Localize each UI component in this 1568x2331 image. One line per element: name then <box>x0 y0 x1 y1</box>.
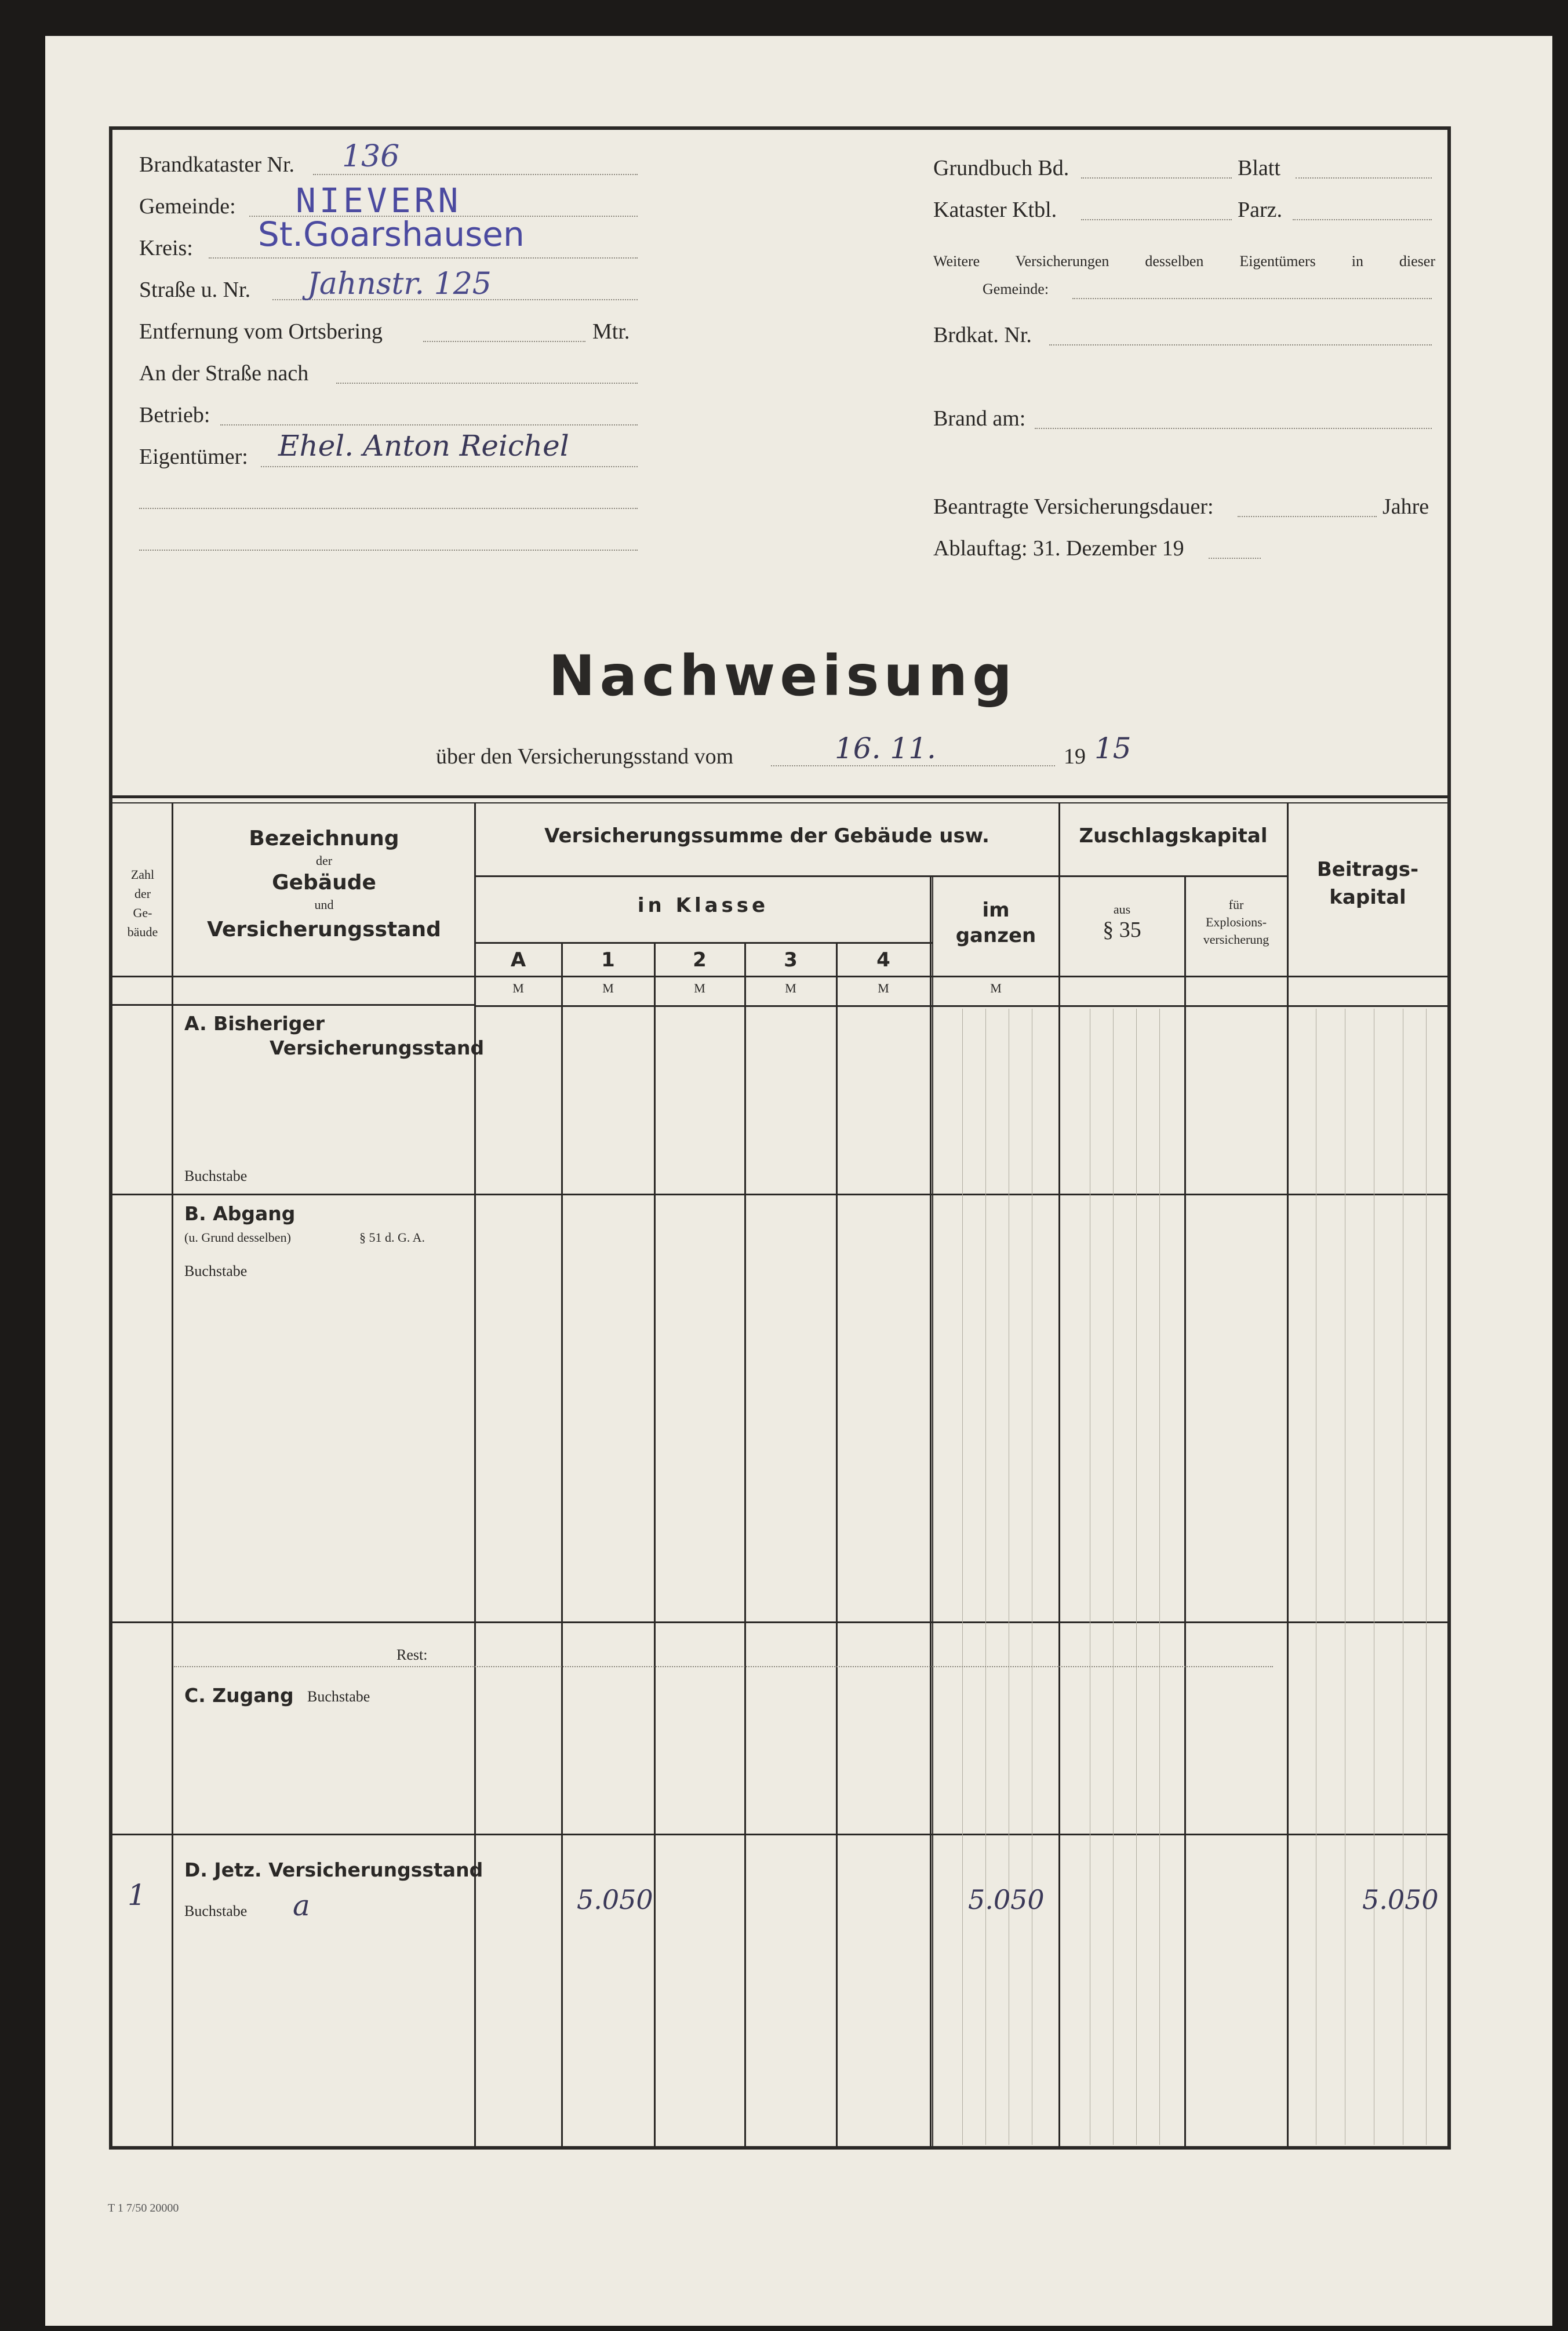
section-c-rest: Rest: <box>396 1646 428 1663</box>
footer-code: T 1 7/50 20000 <box>108 2202 179 2214</box>
entfernung-line <box>423 341 585 342</box>
grundbuch-line <box>1081 177 1232 179</box>
rule-sub <box>962 1009 963 2145</box>
section-d-klasse1-value: 5.050 <box>577 1884 653 1915</box>
unit-ganzen: M <box>990 981 1002 995</box>
section-b-note2: § 51 d. G. A. <box>359 1230 425 1245</box>
section-b-note1: (u. Grund desselben) <box>184 1230 291 1245</box>
ablauftag-label: Ablauftag: 31. Dezember 19 <box>933 536 1184 561</box>
header-line-klassen <box>475 942 933 944</box>
betrieb-line <box>220 424 638 426</box>
brandkataster-value: 136 <box>342 139 400 174</box>
section-a-title1: A. Bisheriger <box>184 1012 325 1035</box>
header-line-1 <box>475 875 1287 877</box>
vline-ganzen <box>1058 802 1060 2146</box>
unit-4: M <box>878 981 889 995</box>
klasse-2: 2 <box>693 948 707 972</box>
unit-a: M <box>512 981 524 995</box>
header-bottom-line-left <box>112 1004 475 1006</box>
section-a-buchstabe: Buchstabe <box>184 1168 248 1184</box>
section-d-buchstabe-value: a <box>293 1889 310 1922</box>
section-d-title: D. Jetz. Versicherungsstand <box>184 1859 483 1881</box>
col-zahl-header: Zahl der Ge- bäude <box>127 867 158 939</box>
unit-3: M <box>785 981 796 995</box>
section-b-title: B. Abgang <box>184 1202 296 1225</box>
brandkataster-label: Brandkataster Nr. <box>139 152 295 177</box>
brdkat-label: Brdkat. Nr. <box>933 323 1032 347</box>
vline-zahl <box>172 802 173 2146</box>
vline-4 <box>930 875 932 2146</box>
section-c-rest-line <box>174 1666 1273 1667</box>
strasse-label: Straße u. Nr. <box>139 278 251 302</box>
dauer-unit: Jahre <box>1383 494 1429 519</box>
blatt-line <box>1296 177 1432 179</box>
weitere-line2: Gemeinde: <box>983 281 1049 297</box>
sub-in-klasse: in Klasse <box>637 894 769 917</box>
parz-label: Parz. <box>1238 198 1283 222</box>
group-versicherungssumme: Versicherungssumme der Gebäude usw. <box>544 824 989 848</box>
blatt-label: Blatt <box>1238 156 1280 180</box>
extra-line-2 <box>139 550 638 551</box>
weitere-line1: Weitere Versicherungen desselben Eigentümers in dieser <box>933 253 1435 270</box>
an-der-strasse-label: An der Straße nach <box>139 361 309 386</box>
section-bc-rule <box>112 1621 1447 1623</box>
section-b-buchstabe: Buchstabe <box>184 1263 248 1279</box>
vline-1 <box>654 942 656 2146</box>
rule-sub <box>1113 1009 1114 2145</box>
vline-a <box>561 942 563 2146</box>
section-d-buchstabe: Buchstabe <box>184 1903 248 1919</box>
rule-sub <box>985 1009 986 2145</box>
col-bezeichnung-header: Bezeichnung der Gebäude und Versicherungsstand <box>207 827 441 941</box>
kreis-line <box>209 257 638 259</box>
section-c-title: C. Zugang <box>184 1684 294 1707</box>
klasse-a: A <box>510 948 526 972</box>
document-title: Nachweisung <box>548 643 1017 708</box>
eigentuemer-value: Ehel. Anton Reichel <box>278 429 569 463</box>
parz-line <box>1293 219 1432 220</box>
col-beitrag: Beitrags- kapital <box>1316 858 1419 909</box>
kreis-stamp: St.Goarshausen <box>258 214 525 254</box>
an-der-strasse-line <box>336 383 638 384</box>
rule-sub <box>1426 1009 1427 2145</box>
brdkat-line <box>1049 344 1432 346</box>
section-cd-rule <box>112 1834 1447 1835</box>
section-a-title2: Versicherungsstand <box>270 1037 485 1059</box>
vline-zuschlag <box>1184 875 1186 2146</box>
section-d-zahl-value: 1 <box>128 1878 146 1912</box>
dauer-label: Beantragte Versicherungsdauer: <box>933 494 1214 519</box>
header-line-units <box>112 976 1447 977</box>
grundbuch-label: Grundbuch Bd. <box>933 156 1069 180</box>
group-zuschlag: Zuschlagskapital <box>1079 824 1268 848</box>
eigentuemer-line <box>261 466 638 467</box>
vline-explosion <box>1287 802 1289 2146</box>
section-d-ganzen-value: 5.050 <box>968 1884 1045 1915</box>
table-top-rule <box>112 795 1447 798</box>
brandkataster-line <box>313 174 638 175</box>
brand-line <box>1035 428 1432 429</box>
klasse-1: 1 <box>601 948 615 972</box>
klasse-4: 4 <box>876 948 890 972</box>
kataster-label: Kataster Ktbl. <box>933 198 1057 222</box>
extra-line-1 <box>139 508 638 509</box>
gemeinde-stamp: NIEVERN <box>296 181 462 220</box>
subtitle-date-value: 16. 11. <box>835 732 936 765</box>
strasse-value: Jahnstr. 125 <box>307 267 492 301</box>
brand-label: Brand am: <box>933 406 1026 431</box>
eigentuemer-label: Eigentümer: <box>139 445 248 469</box>
unit-1: M <box>602 981 614 995</box>
unit-2: M <box>694 981 705 995</box>
entfernung-label: Entfernung vom Ortsbering <box>139 319 383 344</box>
betrieb-label: Betrieb: <box>139 403 210 427</box>
section-c-buchstabe: Buchstabe <box>307 1688 370 1705</box>
gemeinde-label: Gemeinde: <box>139 194 236 219</box>
kreis-label: Kreis: <box>139 236 193 260</box>
section-d-beitrag-value: 5.050 <box>1362 1884 1439 1915</box>
col-zuschlag-aus: aus § 35 <box>1103 902 1141 942</box>
subtitle-year-value: 15 <box>1094 732 1132 765</box>
rule-sub <box>1159 1009 1160 2145</box>
subtitle-year-prefix: 19 <box>1064 744 1086 769</box>
vline-2 <box>744 942 746 2146</box>
entfernung-unit: Mtr. <box>592 319 630 344</box>
vline-bezeichnung <box>474 802 476 2146</box>
ablauftag-line <box>1209 558 1261 559</box>
dauer-line <box>1238 516 1377 517</box>
weitere-line <box>1072 298 1432 299</box>
header-bottom-line <box>475 1005 1447 1007</box>
rule-sub <box>1136 1009 1137 2145</box>
subtitle-date-line <box>771 765 1055 766</box>
section-ab-rule <box>112 1194 1447 1195</box>
klasse-3: 3 <box>784 948 798 972</box>
col-im-ganzen: im ganzen <box>955 899 1036 947</box>
subtitle-label: über den Versicherungsstand vom <box>436 744 734 769</box>
col-zuschlag-fuer: für Explosions- versicherung <box>1203 897 1269 947</box>
table-top-rule-thin <box>112 802 1447 803</box>
vline-4-thin <box>932 875 933 2146</box>
kataster-line <box>1081 219 1232 220</box>
vline-3 <box>836 942 838 2146</box>
